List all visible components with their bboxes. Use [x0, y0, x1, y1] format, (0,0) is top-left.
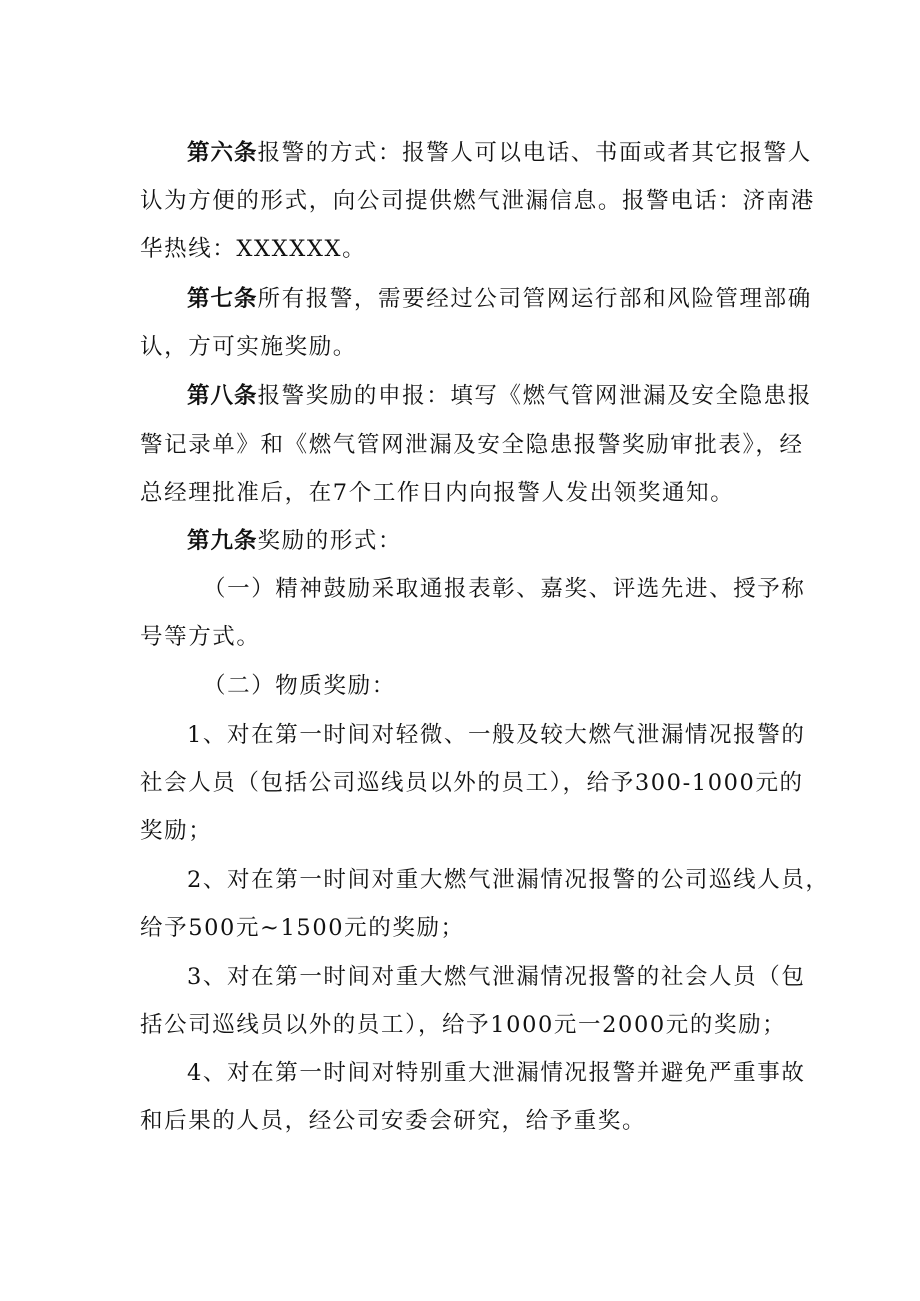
article-8-heading: 第八条: [187, 383, 258, 409]
article-8-text: 报警奖励的申报：填写《燃气管网泄漏及安全隐患报: [257, 383, 812, 409]
article-6-line-3: 华热线：XXXXXX。: [140, 236, 367, 262]
item-4-line-2: 和后果的人员，经公司安委会研究，给予重奖。: [140, 1108, 647, 1134]
article-9-heading: 第九条: [187, 528, 258, 554]
article-8-line-1: [187, 381, 812, 411]
article-7-line-2: 认，方可实施奖励。: [140, 334, 357, 360]
item-3-line-2: 括公司巡线员以外的员工），给予1000元一2000元的奖励；: [140, 1012, 787, 1038]
spiritual-line-2: 号等方式。: [140, 624, 261, 650]
item-1-line-3: 奖励；: [140, 818, 213, 844]
article-7-heading: 第七条: [187, 286, 258, 312]
item-4-line-1: 4、对在第一时间对特别重大泄漏情况报警并避免严重事故: [187, 1060, 806, 1086]
article-6-heading: 第六条: [187, 140, 258, 166]
article-6-line-2: 认为方便的形式，向公司提供燃气泄漏信息。报警电话：济南港: [140, 188, 815, 214]
article-6-text: 报警的方式：报警人可以电话、书面或者其它报警人: [257, 140, 812, 166]
article-8-line-3: 总经理批准后，在7个工作日内向报警人发出领奖通知。: [140, 480, 735, 506]
article-7-line-1: [187, 284, 812, 314]
article-9-line-1: [187, 526, 402, 556]
article-8-line-2: 警记录单》和《燃气管网泄漏及安全隐患报警奖励审批表》，经: [140, 432, 804, 458]
item-1-line-2: 社会人员（包括公司巡线员以外的员工），给予300-1000元的: [140, 770, 804, 796]
item-1-line-1: 1、对在第一时间对轻微、一般及较大燃气泄漏情况报警的: [187, 722, 806, 748]
article-9-text: 奖励的形式：: [257, 528, 403, 554]
article-7-text: 所有报警，需要经过公司管网运行部和风险管理部确: [257, 286, 812, 312]
item-3-line-1: 3、对在第一时间对重大燃气泄漏情况报警的社会人员（包: [187, 964, 806, 990]
article-6-line-1: [187, 138, 812, 168]
item-2-line-2: 给予500元~1500元的奖励；: [140, 915, 465, 941]
spiritual-line-1: （一）精神鼓励采取通报表彰、嘉奖、评选先进、授予称: [203, 576, 806, 602]
material-heading: （二）物质奖励：: [203, 673, 396, 699]
item-2-line-1: 2、对在第一时间对重大燃气泄漏情况报警的公司巡线人员，: [187, 867, 830, 893]
